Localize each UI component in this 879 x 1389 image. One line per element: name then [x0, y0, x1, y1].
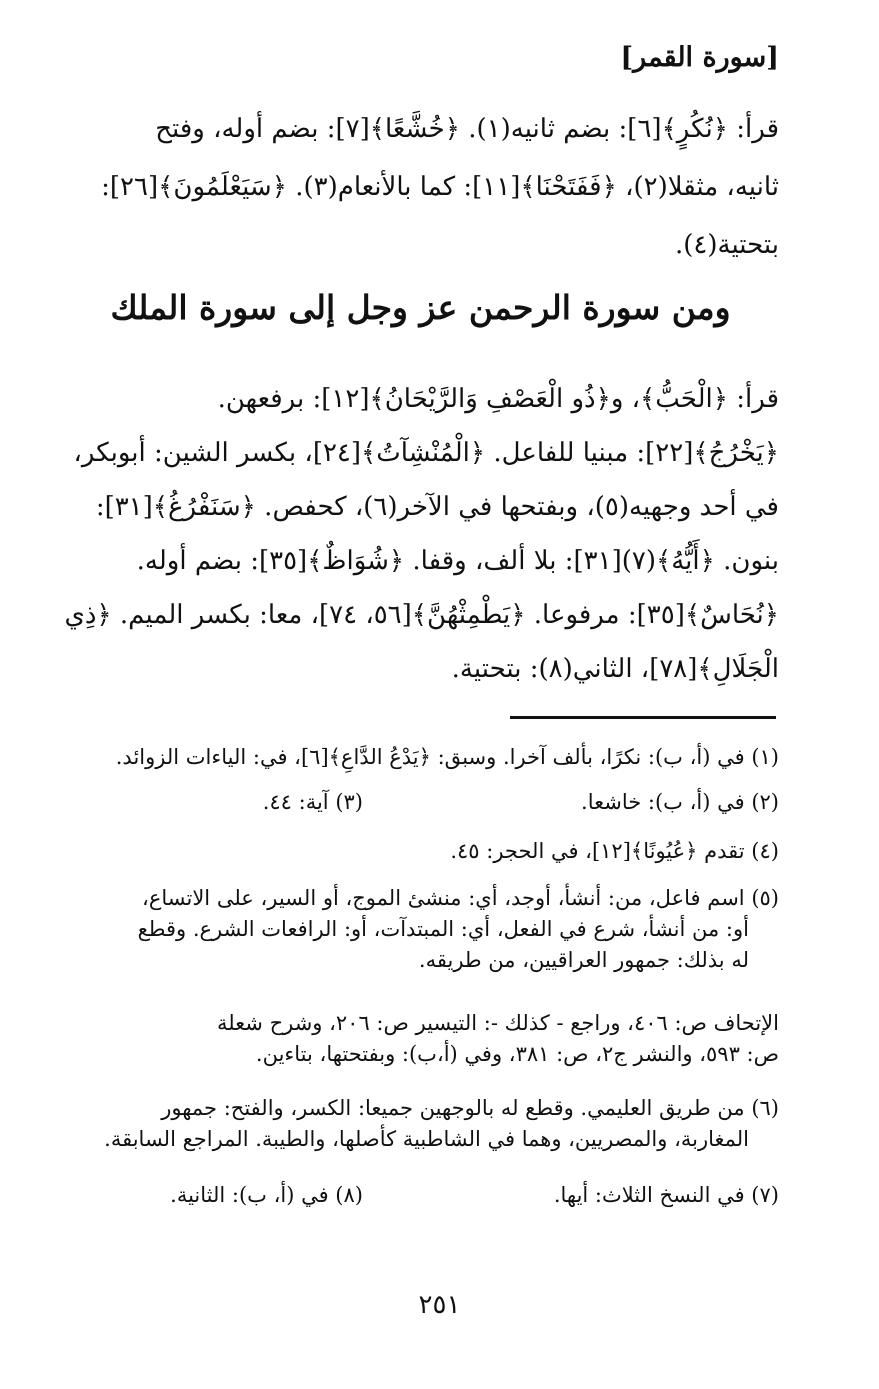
footnote-text: (٥) اسم فاعل، من: أنشأ، أوجد، أي: منشئ الموج، أو السير، على الاتساع، [142, 886, 779, 910]
text-line: ﴿يَخْرُجُ﴾[٢٢]: مبنيا للفاعل. ﴿الْمُنْشِآتُ﴾[٢٤]، بكسر الشين: أبوبكر، [73, 438, 779, 468]
footnote-5 [62, 883, 779, 976]
footnote-6 [62, 1093, 779, 1155]
text-line: قرأ: ﴿نُكُرٍ﴾[٦]: بضم ثانيه(١). ﴿خُشَّعًا﴾[٧]: بضم أوله، وفتح [155, 114, 779, 144]
footnote-text: أو: من أنشأ، شرع في الفعل، أي: المبتدآت، أو: الرافعات الشرع. وقطع [137, 917, 749, 941]
paragraph-qamar [62, 100, 779, 274]
text-line: في أحد وجهيه(٥)، وبفتحها في الآخر(٦)، كحفص. ﴿سَنَفْرُغُ﴾[٣١]: [95, 492, 779, 522]
footnote-2: (٢) في (أ، ب): خاشعا. [581, 790, 779, 814]
footnote-8: (٨) في (أ، ب): الثانية. [170, 1183, 363, 1207]
footnote-1 [62, 742, 779, 773]
footnote-divider [510, 716, 776, 719]
footnote-text: (١) في (أ، ب): نكرًا، بألف آخرا. وسبق: ﴿يَدْعُ الدَّاعِ﴾[٦]، في: الياءات الزوائد. [115, 745, 779, 769]
footnote-text: ص: ٥٩٣، والنشر ج٢، ص: ٣٨١، وفي (أ،ب): وبفتحتها، بتاءين. [255, 1042, 779, 1066]
text-line: بتحتية(٤). [674, 230, 779, 260]
footnote-text: (٦) من طريق العليمي. وقطع له بالوجهين جميعا: الكسر، والفتح: جمهور [161, 1096, 779, 1120]
text-line: ﴿نُحَاسٌ﴾[٣٥]: مرفوعا. ﴿يَطْمِثْهُنَّ﴾[٥٦، ٧٤]، معا: بكسر الميم. ﴿ذِي [64, 600, 779, 630]
footnote-3: (٣) آية: ٤٤. [262, 790, 363, 814]
footnote-text: له بذلك: جمهور العراقيين، من طريقه. [418, 948, 749, 972]
footnote-5-continued [62, 1008, 779, 1070]
page-number: ٢٥١ [418, 1290, 461, 1320]
text-line: ثانيه، مثقلا(٢)، ﴿فَفَتَحْنَا﴾[١١]: كما بالأنعام(٣). ﴿سَيَعْلَمُونَ﴾[٢٦]: [101, 172, 779, 202]
surah-tag: [سورة القمر] [620, 42, 779, 73]
paragraph-rahman [62, 372, 779, 696]
text-line: بنون. ﴿أَيُّهُ﴾(٧)[٣١]: بلا ألف، وقفا. ﴿شُوَاظٌ﴾[٣٥]: بضم أوله. [136, 546, 779, 576]
footnote-text: (٤) تقدم ﴿عُيُونًا﴾[١٢]، في الحجر: ٤٥. [450, 839, 779, 863]
footnote-4 [62, 836, 779, 867]
footnote-7: (٧) في النسخ الثلاث: أيها. [553, 1183, 779, 1207]
footnote-text: المغاربة، والمصريين، وهما في الشاطبية كأصلها، والطيبة. المراجع السابقة. [104, 1127, 749, 1151]
text-line: قرأ: ﴿الْحَبُّ﴾، و﴿ذُو الْعَصْفِ وَالرَّيْحَانُ﴾[١٢]: برفعهن. [217, 384, 779, 414]
footnote-text: الإتحاف ص: ٤٠٦، وراجع - كذلك -: التيسير ص: ٢٠٦، وشرح شعلة [216, 1011, 779, 1035]
section-heading: ومن سورة الرحمن عز وجل إلى سورة الملك [110, 288, 731, 327]
text-line: الْجَلَالِ﴾[٧٨]، الثاني(٨): بتحتية. [451, 654, 779, 684]
